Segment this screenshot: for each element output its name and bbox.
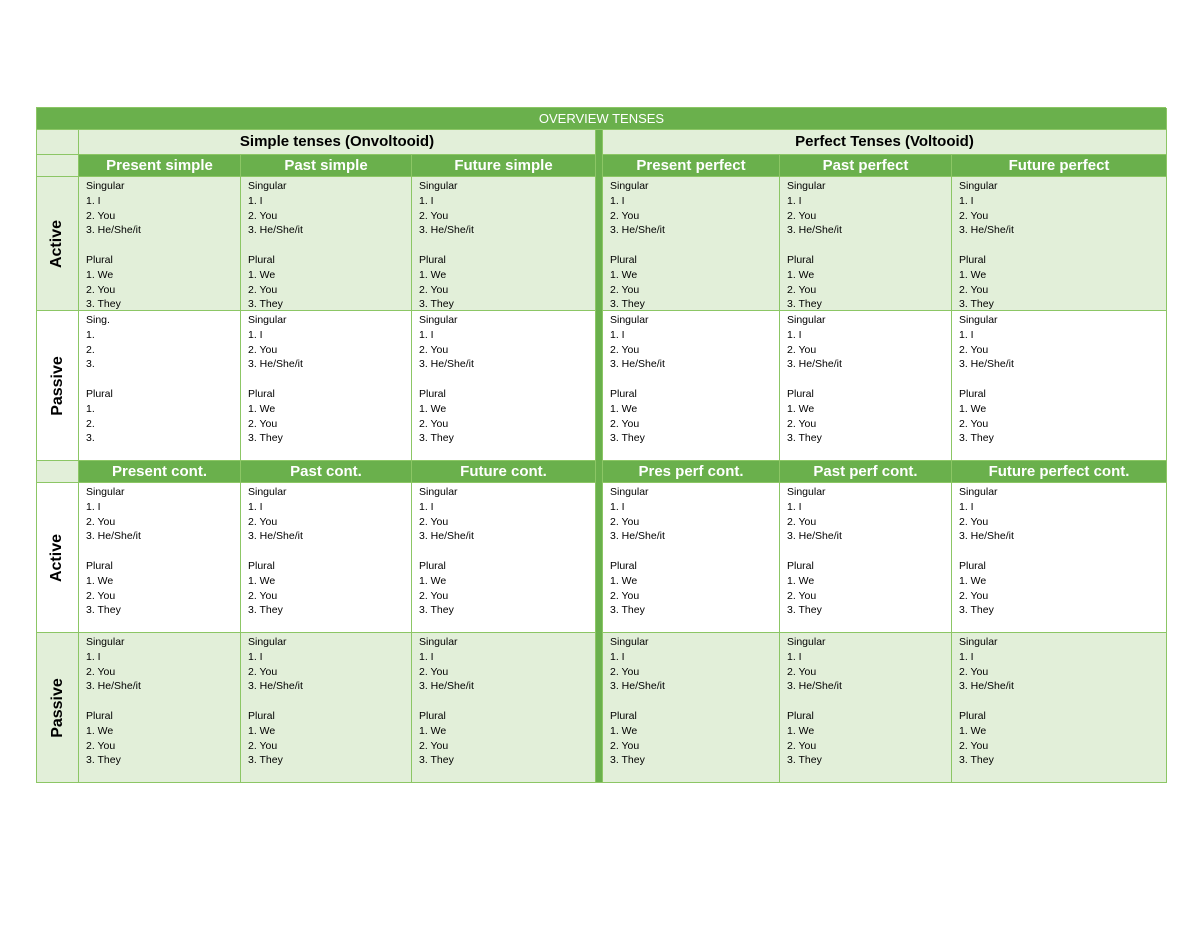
conjugation-line: 1. We: [248, 402, 276, 415]
top-active-cell-4: [603, 177, 780, 311]
top-passive-cell-6: [952, 311, 1167, 461]
conjugation-line: 3. He/She/it: [787, 680, 842, 693]
conjugation-line: 2. You: [248, 665, 278, 678]
conjugation-line: 3. He/She/it: [959, 224, 1014, 237]
continuous-header-5: Past perf cont.: [780, 461, 952, 483]
conjugation-line: 3. They: [248, 432, 283, 445]
conjugation-line: Singular: [787, 180, 826, 192]
conjugation-line: [419, 694, 595, 709]
conjugation-line: 1. We: [86, 574, 114, 587]
conjugation-line: [959, 544, 1166, 559]
conjugation-line: Plural: [86, 387, 113, 400]
conjugation-line: Plural: [248, 387, 275, 400]
conjugation-line: 3.: [86, 358, 95, 371]
conjugation-line: Singular: [610, 314, 649, 326]
conjugation-line: Sing.: [86, 314, 110, 326]
conjugation-line: 1. We: [419, 724, 447, 737]
conjugation-line: 1. We: [248, 268, 276, 281]
conjugation-line: 3. They: [787, 604, 822, 617]
conjugation-line: [419, 544, 595, 559]
cont-active-cell-5: [780, 483, 952, 633]
conjugation-line: 3. He/She/it: [248, 224, 303, 237]
conjugation-line: 2. You: [248, 739, 278, 752]
top-active-cell-5: [780, 177, 952, 311]
conjugation-line: [610, 238, 779, 253]
conjugation-line: 3. They: [610, 604, 645, 617]
conjugation-line: 3. He/She/it: [248, 358, 303, 371]
top-passive-cell-4: [603, 311, 780, 461]
conjugation-line: 3. They: [248, 604, 283, 617]
conjugation-line: 1. We: [419, 268, 447, 281]
conjugation-line: Singular: [248, 314, 287, 326]
conjugation-line: Singular: [610, 486, 649, 498]
conjugation-line: [86, 372, 240, 387]
conjugation-line: 1. We: [86, 724, 114, 737]
conjugation-line: 1. We: [959, 402, 987, 415]
conjugation-line: Singular: [610, 180, 649, 192]
conjugation-line: [959, 238, 1166, 253]
conjugation-line: 1. We: [959, 574, 987, 587]
conjugation-line: 2. You: [787, 343, 817, 356]
conjugation-line: 1. We: [248, 724, 276, 737]
conjugation-line: 1. We: [959, 268, 987, 281]
conjugation-line: 2. You: [787, 283, 817, 296]
conjugation-line: 1. We: [248, 574, 276, 587]
group-simple-tenses: Simple tenses (Onvoltooid): [79, 130, 596, 155]
conjugation-line: 3. They: [610, 432, 645, 445]
conjugation-line: 1. We: [959, 724, 987, 737]
conjugation-line: [959, 694, 1166, 709]
conjugation-line: Singular: [419, 636, 458, 648]
conjugation-line: 1. I: [419, 194, 434, 207]
conjugation-line: 3. They: [419, 298, 454, 311]
top-active-side-label: [37, 177, 79, 311]
conjugation-line: 1. We: [610, 574, 638, 587]
conjugation-line: 3. They: [787, 754, 822, 767]
conjugation-line: 2. You: [86, 739, 116, 752]
top-active-voice-label: Active: [48, 219, 66, 268]
conjugation-line: 1. We: [419, 574, 447, 587]
group-perfect-tenses: Perfect Tenses (Voltooid): [603, 130, 1167, 155]
group-separator: [596, 130, 603, 783]
conjugation-line: Singular: [86, 636, 125, 648]
conjugation-line: 3. He/She/it: [86, 530, 141, 543]
conjugation-line: 2. You: [419, 665, 449, 678]
conjugation-line: Singular: [610, 636, 649, 648]
continuous-header-4: Pres perf cont.: [603, 461, 780, 483]
conjugation-line: 2. You: [419, 209, 449, 222]
top-passive-side-label: [37, 311, 79, 461]
cont-active-voice-label: Active: [48, 533, 66, 582]
conjugation-line: 1. I: [787, 500, 802, 513]
conjugation-line: 3. He/She/it: [959, 358, 1014, 371]
cont-active-cell-3: [412, 483, 596, 633]
conjugation-line: 2. You: [787, 515, 817, 528]
conjugation-line: Singular: [787, 486, 826, 498]
conjugation-line: 3. They: [248, 298, 283, 311]
conjugation-line: 2. You: [248, 283, 278, 296]
top-passive-voice-label: Passive: [48, 355, 66, 416]
conjugation-line: 1. I: [610, 500, 625, 513]
conjugation-line: Singular: [86, 486, 125, 498]
conjugation-line: 3. They: [610, 298, 645, 311]
conjugation-line: 2. You: [610, 343, 640, 356]
tenses-table: [36, 107, 1166, 783]
conjugation-line: 2. You: [959, 417, 989, 430]
conjugation-line: 1. I: [248, 194, 263, 207]
conjugation-line: 2. You: [787, 417, 817, 430]
conjugation-line: 3. He/She/it: [787, 530, 842, 543]
conjugation-line: Plural: [86, 709, 113, 722]
top-active-cell-3: [412, 177, 596, 311]
conjugation-line: 1. I: [959, 328, 974, 341]
conjugation-line: [610, 544, 779, 559]
conjugation-line: 2. You: [610, 283, 640, 296]
conjugation-line: 3. They: [959, 754, 994, 767]
conjugation-line: 2. You: [86, 515, 116, 528]
conjugation-line: Singular: [248, 636, 287, 648]
conjugation-line: 2. You: [419, 739, 449, 752]
conjugation-line: 3. They: [419, 604, 454, 617]
conjugation-line: [787, 694, 951, 709]
cont-passive-cell-1: [79, 633, 241, 783]
conjugation-line: [248, 544, 411, 559]
conjugation-line: 2. You: [610, 209, 640, 222]
conjugation-line: [248, 238, 411, 253]
top-active-cell-1: [79, 177, 241, 311]
conjugation-line: 2. You: [248, 343, 278, 356]
conjugation-line: 2. You: [86, 665, 116, 678]
cont-active-side-label: [37, 483, 79, 633]
conjugation-line: 1. I: [419, 328, 434, 341]
conjugation-line: [787, 372, 951, 387]
simple-perfect-header-6: Future perfect: [952, 155, 1167, 177]
conjugation-line: 2. You: [419, 283, 449, 296]
conjugation-line: 2. You: [787, 665, 817, 678]
conjugation-line: 2. You: [959, 515, 989, 528]
cont-active-cell-4: [603, 483, 780, 633]
conjugation-line: Singular: [419, 314, 458, 326]
simple-perfect-header-4: Present perfect: [603, 155, 780, 177]
conjugation-line: Plural: [419, 253, 446, 266]
cont-active-cell-6: [952, 483, 1167, 633]
conjugation-line: 3. They: [959, 298, 994, 311]
conjugation-line: 2. You: [787, 589, 817, 602]
conjugation-line: [86, 694, 240, 709]
conjugation-line: [419, 372, 595, 387]
conjugation-line: [86, 544, 240, 559]
conjugation-line: 2. You: [419, 515, 449, 528]
simple-perfect-header-2: Past simple: [241, 155, 412, 177]
conjugation-line: Singular: [787, 314, 826, 326]
conjugation-line: 2.: [86, 417, 95, 430]
cont-passive-voice-label: Passive: [48, 677, 66, 738]
conjugation-line: Singular: [248, 486, 287, 498]
conjugation-line: Plural: [86, 253, 113, 266]
conjugation-line: 1. We: [610, 724, 638, 737]
conjugation-line: 1.: [86, 328, 95, 341]
conjugation-line: 2. You: [610, 417, 640, 430]
conjugation-line: [248, 372, 411, 387]
conjugation-line: [86, 238, 240, 253]
conjugation-line: 1. I: [248, 328, 263, 341]
conjugation-line: 2. You: [959, 739, 989, 752]
conjugation-line: Plural: [787, 709, 814, 722]
conjugation-line: 3. He/She/it: [248, 530, 303, 543]
conjugation-line: 2. You: [610, 515, 640, 528]
continuous-header-3: Future cont.: [412, 461, 596, 483]
conjugation-line: 2. You: [86, 283, 116, 296]
conjugation-line: Singular: [787, 636, 826, 648]
conjugation-line: Plural: [959, 387, 986, 400]
conjugation-line: 2. You: [248, 417, 278, 430]
conjugation-line: Plural: [610, 559, 637, 572]
continuous-header-1: Present cont.: [79, 461, 241, 483]
continuous-header-6: Future perfect cont.: [952, 461, 1167, 483]
cont-passive-cell-3: [412, 633, 596, 783]
conjugation-line: 2. You: [959, 283, 989, 296]
conjugation-line: [610, 694, 779, 709]
cont-passive-cell-5: [780, 633, 952, 783]
conjugation-line: 1. We: [86, 268, 114, 281]
cont-passive-cell-6: [952, 633, 1167, 783]
continuous-header-2: Past cont.: [241, 461, 412, 483]
conjugation-line: 1. I: [610, 650, 625, 663]
conjugation-line: Plural: [419, 709, 446, 722]
conjugation-line: 3. He/She/it: [610, 358, 665, 371]
conjugation-line: Plural: [959, 253, 986, 266]
conjugation-line: 3. He/She/it: [419, 358, 474, 371]
cont-passive-cell-4: [603, 633, 780, 783]
cont-active-cell-2: [241, 483, 412, 633]
cont-passive-cell-2: [241, 633, 412, 783]
conjugation-line: 1. I: [787, 194, 802, 207]
conjugation-line: 1. I: [959, 650, 974, 663]
conjugation-line: 3. He/She/it: [419, 530, 474, 543]
conjugation-line: 2. You: [787, 209, 817, 222]
conjugation-line: 2.: [86, 343, 95, 356]
conjugation-line: 2. You: [959, 665, 989, 678]
conjugation-line: 2. You: [610, 589, 640, 602]
conjugation-line: 1. We: [419, 402, 447, 415]
conjugation-line: 2. You: [610, 739, 640, 752]
table-title: OVERVIEW TENSES: [37, 108, 1167, 130]
conjugation-line: 3. They: [248, 754, 283, 767]
conjugation-line: Plural: [419, 559, 446, 572]
conjugation-line: Plural: [419, 387, 446, 400]
conjugation-line: 3. They: [959, 604, 994, 617]
conjugation-line: 2. You: [248, 589, 278, 602]
corner-cell: [37, 130, 79, 155]
conjugation-line: Singular: [959, 180, 998, 192]
continuous-corner: [37, 461, 79, 483]
conjugation-line: 1. I: [86, 194, 101, 207]
conjugation-line: 2. You: [959, 343, 989, 356]
conjugation-line: 2. You: [610, 665, 640, 678]
conjugation-line: Singular: [419, 180, 458, 192]
conjugation-line: Plural: [959, 559, 986, 572]
conjugation-line: [610, 372, 779, 387]
conjugation-line: Plural: [248, 709, 275, 722]
top-passive-cell-5: [780, 311, 952, 461]
conjugation-line: 1. I: [787, 650, 802, 663]
conjugation-line: 1. I: [610, 194, 625, 207]
conjugation-line: 3. They: [86, 298, 121, 311]
simple-perfect-corner: [37, 155, 79, 177]
conjugation-line: Plural: [86, 559, 113, 572]
conjugation-line: 1. I: [959, 194, 974, 207]
conjugation-line: 3. He/She/it: [248, 680, 303, 693]
top-active-cell-2: [241, 177, 412, 311]
conjugation-line: 1. We: [787, 268, 815, 281]
conjugation-line: 3. He/She/it: [959, 530, 1014, 543]
conjugation-line: 3. He/She/it: [419, 680, 474, 693]
conjugation-line: Singular: [419, 486, 458, 498]
conjugation-line: [787, 238, 951, 253]
conjugation-line: 1. I: [959, 500, 974, 513]
conjugation-line: 1. I: [610, 328, 625, 341]
conjugation-line: Plural: [787, 559, 814, 572]
top-passive-cell-2: [241, 311, 412, 461]
conjugation-line: 2. You: [86, 209, 116, 222]
simple-perfect-header-1: Present simple: [79, 155, 241, 177]
conjugation-line: 3. He/She/it: [610, 530, 665, 543]
conjugation-line: 1. I: [86, 500, 101, 513]
conjugation-line: Plural: [787, 387, 814, 400]
conjugation-line: [787, 544, 951, 559]
conjugation-line: 3. He/She/it: [959, 680, 1014, 693]
conjugation-line: 1. I: [419, 500, 434, 513]
conjugation-line: 3.: [86, 432, 95, 445]
conjugation-line: Plural: [248, 253, 275, 266]
conjugation-line: 1. We: [787, 724, 815, 737]
conjugation-line: Singular: [959, 636, 998, 648]
conjugation-line: 3. They: [610, 754, 645, 767]
conjugation-line: 3. He/She/it: [86, 680, 141, 693]
top-passive-cell-3: [412, 311, 596, 461]
conjugation-line: 3. They: [419, 432, 454, 445]
cont-passive-side-label: [37, 633, 79, 783]
conjugation-line: 1. We: [787, 574, 815, 587]
conjugation-line: [419, 238, 595, 253]
conjugation-line: [959, 372, 1166, 387]
conjugation-line: Singular: [248, 180, 287, 192]
conjugation-line: 3. They: [86, 604, 121, 617]
conjugation-line: 3. He/She/it: [86, 224, 141, 237]
conjugation-line: Plural: [610, 387, 637, 400]
conjugation-line: 3. He/She/it: [419, 224, 474, 237]
conjugation-line: 1. I: [248, 650, 263, 663]
conjugation-line: 1. I: [248, 500, 263, 513]
simple-perfect-header-3: Future simple: [412, 155, 596, 177]
top-active-cell-6: [952, 177, 1167, 311]
conjugation-line: Plural: [610, 709, 637, 722]
conjugation-line: 2. You: [959, 209, 989, 222]
conjugation-line: 1. We: [787, 402, 815, 415]
conjugation-line: 3. He/She/it: [787, 224, 842, 237]
conjugation-line: 2. You: [419, 417, 449, 430]
conjugation-line: 2. You: [86, 589, 116, 602]
cont-active-cell-1: [79, 483, 241, 633]
conjugation-line: Singular: [959, 314, 998, 326]
conjugation-line: 3. He/She/it: [787, 358, 842, 371]
conjugation-line: Singular: [86, 180, 125, 192]
conjugation-line: 2. You: [419, 589, 449, 602]
conjugation-line: 3. They: [959, 432, 994, 445]
conjugation-line: 3. They: [787, 298, 822, 311]
conjugation-line: 3. They: [86, 754, 121, 767]
conjugation-line: 3. They: [787, 432, 822, 445]
conjugation-line: 1.: [86, 402, 95, 415]
conjugation-line: 1. We: [610, 268, 638, 281]
conjugation-line: 1. We: [610, 402, 638, 415]
conjugation-line: 3. He/She/it: [610, 224, 665, 237]
conjugation-line: 1. I: [86, 650, 101, 663]
conjugation-line: Plural: [959, 709, 986, 722]
conjugation-line: 3. They: [419, 754, 454, 767]
conjugation-line: 3. He/She/it: [610, 680, 665, 693]
conjugation-line: [248, 694, 411, 709]
conjugation-line: 1. I: [787, 328, 802, 341]
conjugation-line: Plural: [787, 253, 814, 266]
conjugation-line: Singular: [959, 486, 998, 498]
top-passive-cell-1: [79, 311, 241, 461]
conjugation-line: 1. I: [419, 650, 434, 663]
conjugation-line: 2. You: [787, 739, 817, 752]
conjugation-line: Plural: [248, 559, 275, 572]
conjugation-line: 2. You: [248, 209, 278, 222]
conjugation-line: Plural: [610, 253, 637, 266]
conjugation-line: 2. You: [959, 589, 989, 602]
conjugation-line: 2. You: [419, 343, 449, 356]
conjugation-line: 2. You: [248, 515, 278, 528]
simple-perfect-header-5: Past perfect: [780, 155, 952, 177]
